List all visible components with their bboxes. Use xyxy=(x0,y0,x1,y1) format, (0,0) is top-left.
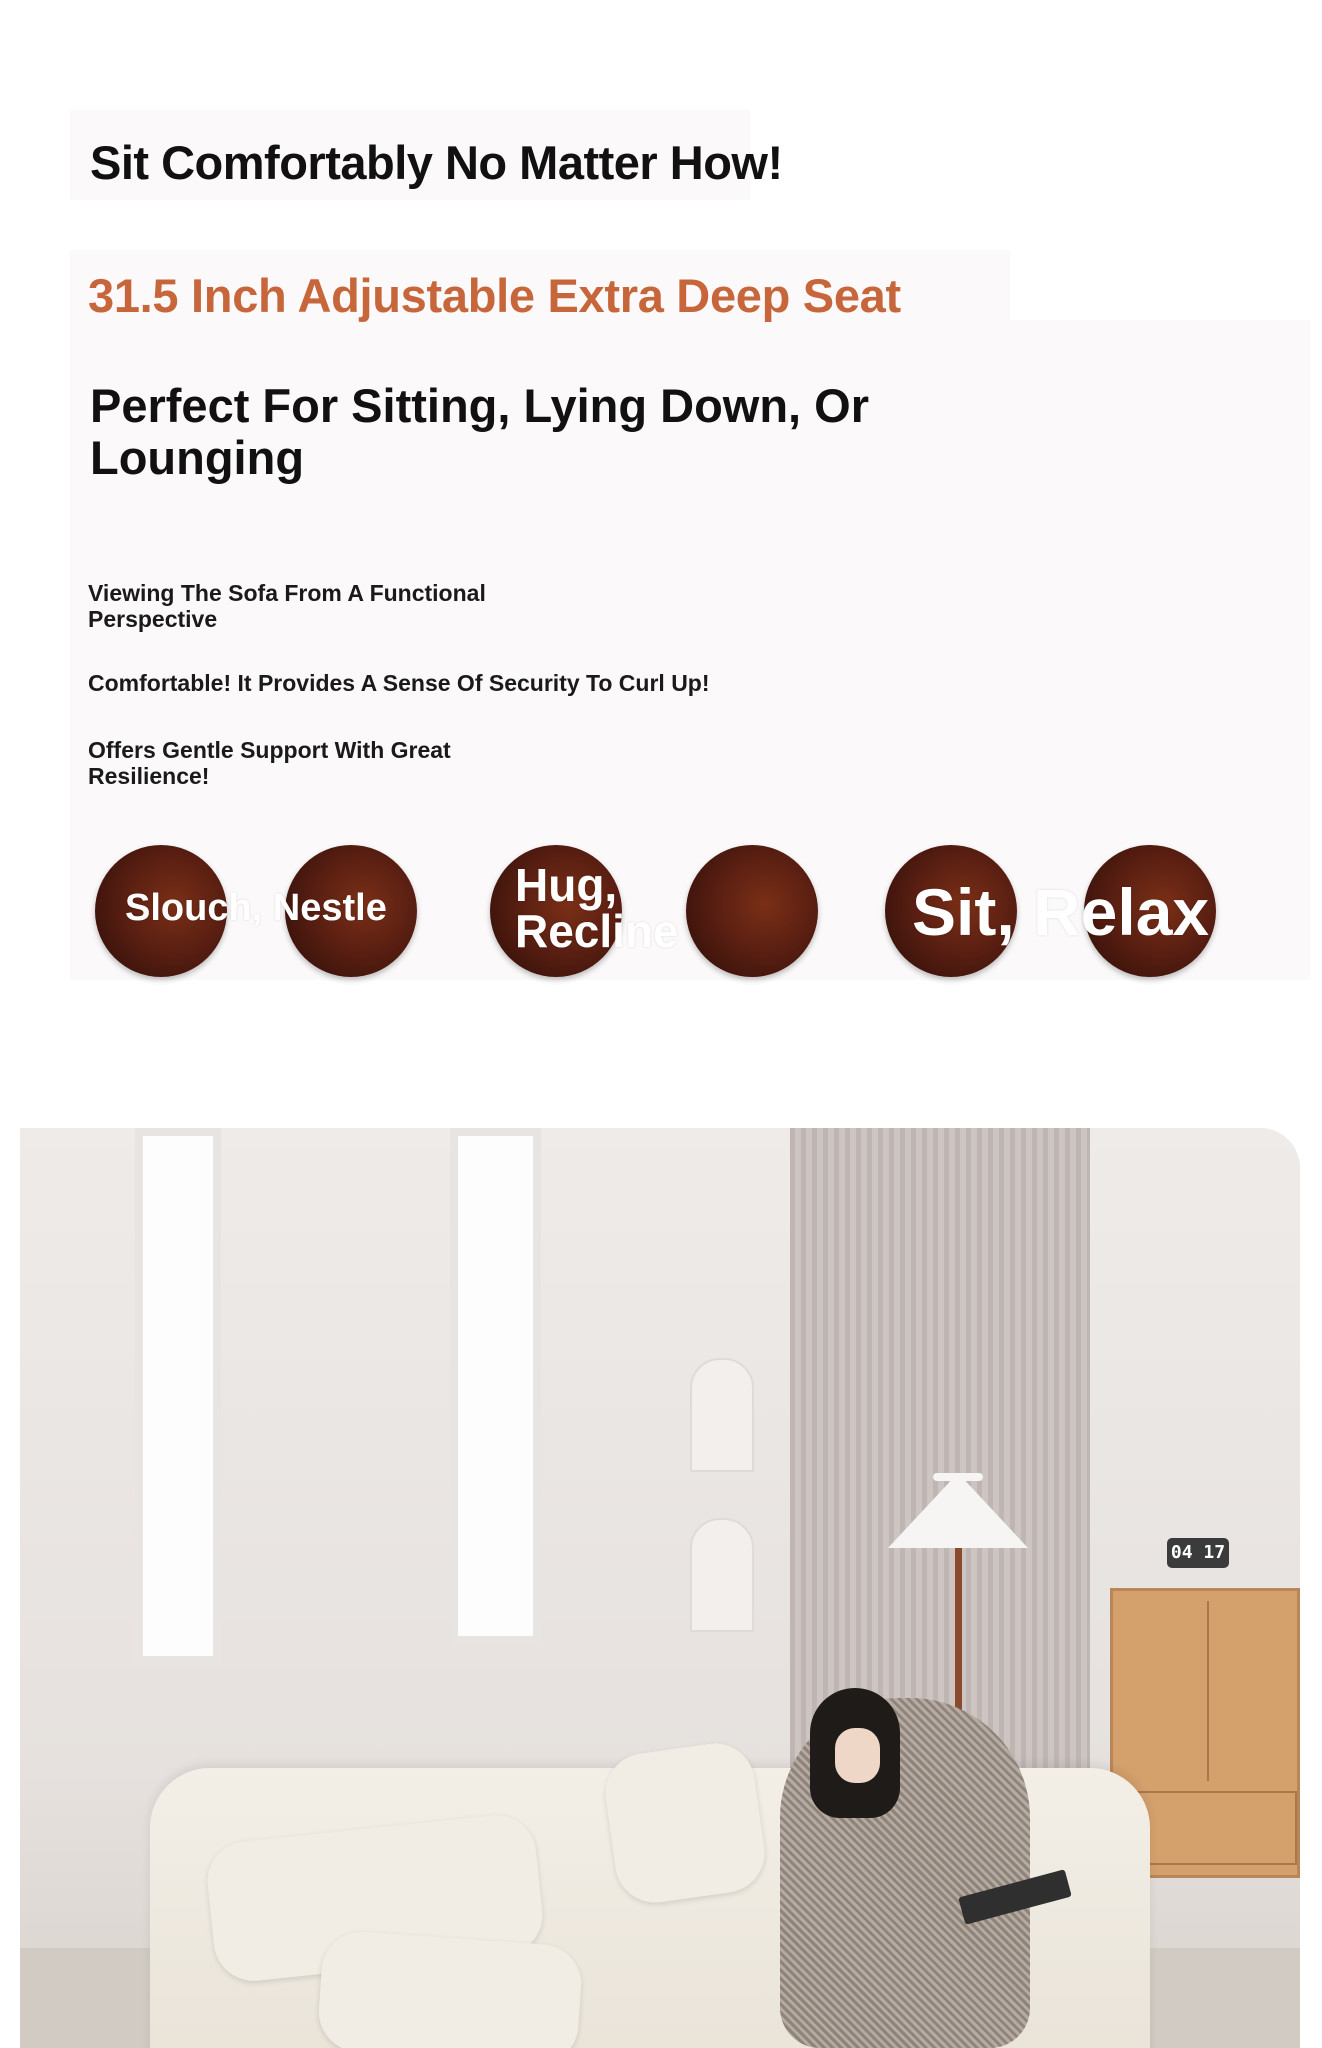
usage-subtitle: Perfect For Sitting, Lying Down, Or Lounging xyxy=(90,379,870,484)
wall-niche xyxy=(690,1518,754,1632)
pose-label-hug-recline: Hug, Recline xyxy=(515,859,679,957)
cabinet-door-split xyxy=(1207,1601,1209,1781)
living-room-sofa-photo xyxy=(20,1128,1300,2048)
pose-label-sit-relax: Sit, Relax xyxy=(912,875,1210,949)
seat-depth-heading: 31.5 Inch Adjustable Extra Deep Seat xyxy=(88,269,901,322)
pillow xyxy=(316,1929,584,2048)
flip-clock: 04 17 xyxy=(1167,1538,1229,1568)
window xyxy=(450,1128,541,1644)
feature-text: Offers Gentle Support With Great Resilience! xyxy=(88,737,451,789)
pillow xyxy=(600,1738,769,1907)
face xyxy=(835,1728,880,1783)
feature-text: Viewing The Sofa From A Functional Perspective xyxy=(88,580,486,632)
page-title: Sit Comfortably No Matter How! xyxy=(90,136,783,189)
window xyxy=(135,1128,221,1664)
wall-niche xyxy=(690,1358,754,1472)
pose-label-slouch-nestle: Slouch, Nestle xyxy=(125,887,387,929)
lamp-shade xyxy=(888,1473,1028,1548)
feature-text: Comfortable! It Provides A Sense Of Security To Curl Up! xyxy=(88,670,710,696)
